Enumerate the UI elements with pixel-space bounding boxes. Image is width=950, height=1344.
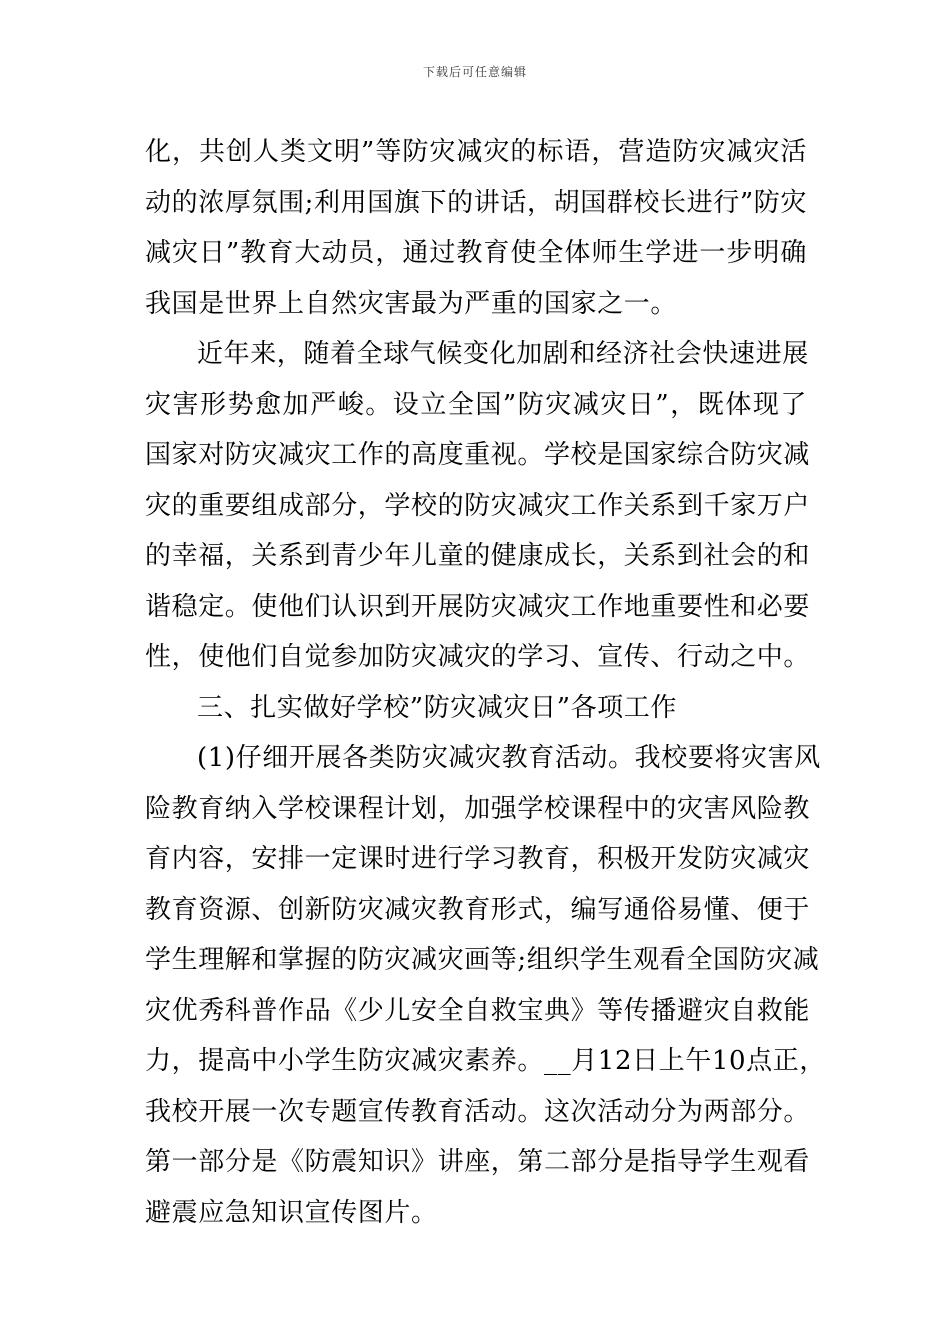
text-line: 第一部分是《防震知识》讲座，第二部分是指导学生观看 <box>145 1147 811 1177</box>
section-heading: 三、扎实做好学校”防灾减灾日”各项工作 <box>197 692 677 723</box>
text-line: 近年来，随着全球气候变化加剧和经济社会快速进展 <box>197 339 809 369</box>
text-line: 灾优秀科普作品《少儿安全自救宝典》等传播避灾自救能 <box>145 995 811 1026</box>
text-line: 减灾日”教育大动员，通过教育使全体师生学进一步明确 <box>145 238 807 268</box>
text-line: 性，使他们自觉参加防灾减灾的学习、宣传、行动之中。 <box>145 642 811 672</box>
text-line: 谐稳定。使他们认识到开展防灾减灾工作地重要性和必要 <box>145 591 811 622</box>
text-line: 育内容，安排一定课时进行学习教育，积极开发防灾减灾 <box>145 844 811 874</box>
text-line: 我国是世界上自然灾害最为严重的国家之一。 <box>145 288 678 319</box>
text-line: 我校开展一次专题宣传教育活动。这次活动分为两部分。 <box>145 1096 811 1127</box>
text-line: (1)仔细开展各类防灾减灾教育活动。我校要将灾害风 <box>197 743 821 773</box>
text-line: 力，提高中小学生防灾减灾素养。__月12日上午10点正， <box>145 1046 826 1076</box>
text-line: 动的浓厚氛围;利用国旗下的讲话，胡国群校长进行”防灾 <box>145 187 807 218</box>
text-line: 险教育纳入学校课程计划，加强学校课程中的灾害风险教 <box>145 793 811 824</box>
text-line: 学生理解和掌握的防灾减灾画等;组织学生观看全国防灾减 <box>145 945 820 975</box>
text-line: 灾害形势愈加严峻。设立全国”防灾减灾日”，既体现了 <box>145 389 807 420</box>
text-line: 灾的重要组成部分，学校的防灾减灾工作关系到千家万户 <box>145 490 811 521</box>
text-line: 避震应急知识宣传图片。 <box>145 1197 438 1228</box>
text-line: 教育资源、创新防灾减灾教育形式，编写通俗易懂、便于 <box>145 894 811 925</box>
document-body <box>145 127 826 1238</box>
text-line: 的幸福，关系到青少年儿童的健康成长，关系到社会的和 <box>145 541 811 571</box>
page-header: 下载后可任意编辑 <box>422 65 527 79</box>
text-line: 化，共创人类文明”等防灾减灾的标语，营造防灾减灾活 <box>145 137 807 167</box>
text-line: 国家对防灾减灾工作的高度重视。学校是国家综合防灾减 <box>145 440 811 470</box>
